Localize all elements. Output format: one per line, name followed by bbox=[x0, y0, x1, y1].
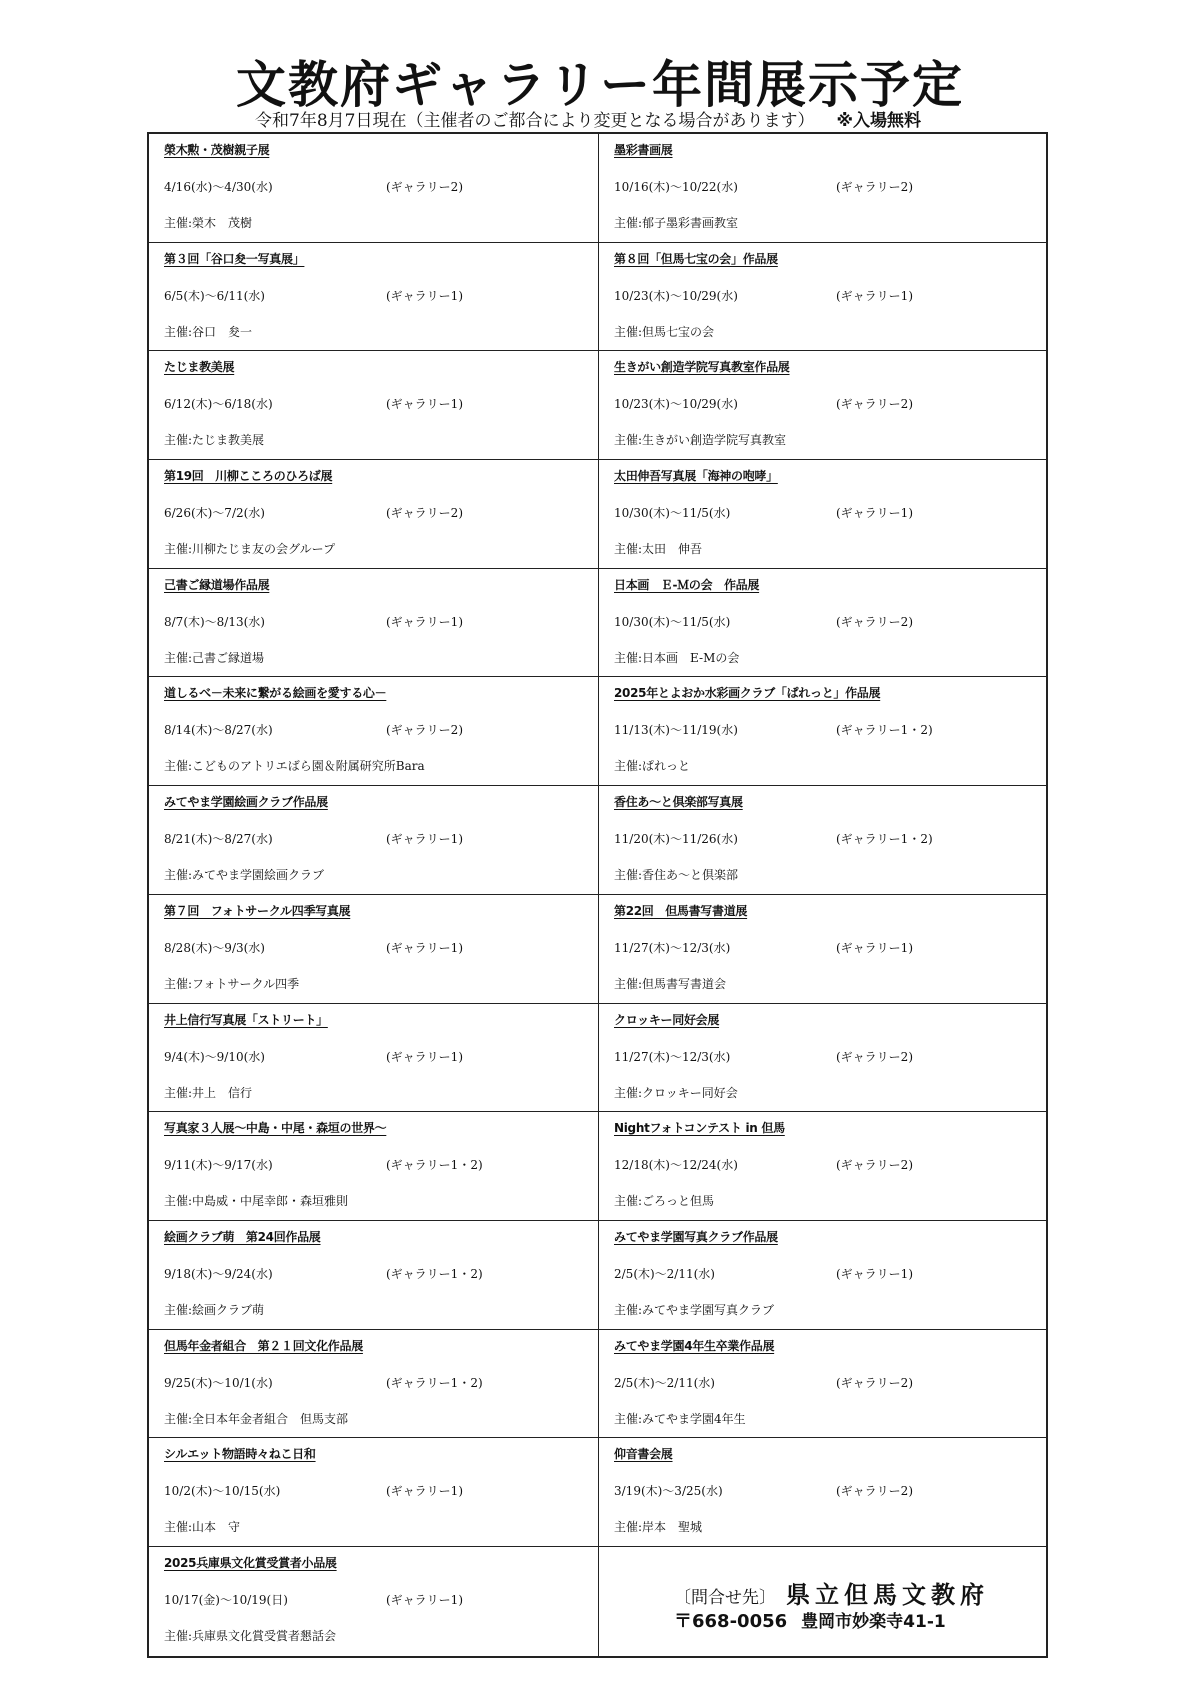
exhibition-organizer: 主催:太田 伸吾 bbox=[614, 542, 703, 557]
exhibition-schedule bbox=[614, 937, 1048, 959]
exhibition-dates: 12/18(木)～12/24(水) bbox=[614, 1158, 738, 1173]
exhibition-organizer: 主催:己書ご縁道場 bbox=[164, 650, 265, 665]
schedule-column-left bbox=[149, 134, 599, 1656]
exhibition-entry bbox=[599, 134, 1048, 243]
exhibition-title: 写真家３人展～中島・中尾・森垣の世界～ bbox=[164, 1121, 387, 1136]
exhibition-dates: 6/12(木)～6/18(水) bbox=[164, 397, 273, 412]
exhibition-title: シルエット物語時々ねこ日和 bbox=[164, 1447, 316, 1462]
exhibition-title: 榮木勲・茂樹親子展 bbox=[164, 143, 270, 157]
exhibition-schedule bbox=[164, 285, 598, 307]
exhibition-gallery: (ギャラリー1・2) bbox=[836, 832, 933, 847]
exhibition-organizer: 主催:たじま教美展 bbox=[164, 433, 265, 448]
exhibition-entry bbox=[149, 895, 598, 1004]
exhibition-entry bbox=[149, 243, 598, 352]
address-line bbox=[674, 1607, 946, 1633]
exhibition-schedule bbox=[614, 1154, 1048, 1176]
exhibition-gallery: (ギャラリー1・2) bbox=[386, 1158, 483, 1173]
exhibition-organizer: 主催:但馬七宝の会 bbox=[614, 324, 715, 339]
exhibition-title: みてやま学園写真クラブ作品展 bbox=[614, 1229, 778, 1244]
exhibition-entry bbox=[599, 895, 1048, 1004]
contact-line bbox=[674, 1575, 989, 1610]
exhibition-organizer: 主催:ごろっと但馬 bbox=[614, 1194, 715, 1209]
exhibition-title: みてやま学園4年生卒業作品展 bbox=[614, 1338, 775, 1353]
exhibition-dates: 8/14(木)～8/27(水) bbox=[164, 723, 273, 738]
exhibition-gallery: (ギャラリー2) bbox=[836, 614, 913, 629]
exhibition-schedule bbox=[614, 393, 1048, 415]
exhibition-schedule bbox=[164, 1480, 598, 1502]
exhibition-entry bbox=[599, 1438, 1048, 1547]
exhibition-entry bbox=[149, 1438, 598, 1547]
exhibition-schedule bbox=[164, 502, 598, 524]
exhibition-title: 墨彩書画展 bbox=[614, 143, 673, 157]
exhibition-dates: 11/27(木)～12/3(水) bbox=[614, 940, 731, 955]
exhibition-title: みてやま学園絵画クラブ作品展 bbox=[164, 795, 328, 810]
postal-code: 〒668-0056 bbox=[674, 1610, 788, 1632]
exhibition-dates: 11/20(木)～11/26(水) bbox=[614, 832, 738, 847]
exhibition-entry bbox=[599, 351, 1048, 460]
exhibition-dates: 11/27(木)～12/3(水) bbox=[614, 1049, 731, 1064]
exhibition-gallery: (ギャラリー2) bbox=[836, 397, 913, 412]
exhibition-entry bbox=[149, 134, 598, 243]
exhibition-dates: 9/11(木)～9/17(水) bbox=[164, 1158, 273, 1173]
exhibition-gallery: (ギャラリー1) bbox=[386, 1484, 463, 1499]
contact-info bbox=[599, 1547, 1048, 1656]
exhibition-schedule bbox=[164, 393, 598, 415]
exhibition-schedule bbox=[164, 176, 598, 198]
exhibition-entry bbox=[149, 1112, 598, 1221]
exhibition-organizer: 主催:みてやま学園4年生 bbox=[614, 1411, 746, 1426]
exhibition-gallery: (ギャラリー1) bbox=[386, 288, 463, 303]
exhibition-organizer: 主催:クロッキー同好会 bbox=[614, 1085, 738, 1100]
exhibition-dates: 10/23(木)～10/29(水) bbox=[614, 397, 738, 412]
exhibition-entry bbox=[149, 569, 598, 678]
exhibition-dates: 10/2(木)～10/15(水) bbox=[164, 1484, 281, 1499]
exhibition-dates: 10/23(木)～10/29(水) bbox=[614, 288, 738, 303]
exhibition-dates: 2/5(木)～2/11(水) bbox=[614, 1266, 715, 1281]
exhibition-gallery: (ギャラリー2) bbox=[386, 180, 463, 194]
exhibition-gallery: (ギャラリー1) bbox=[386, 832, 463, 847]
exhibition-title: 井上信行写真展「ストリート」 bbox=[164, 1012, 328, 1027]
exhibition-schedule bbox=[614, 285, 1048, 307]
exhibition-gallery: (ギャラリー1) bbox=[836, 288, 913, 303]
exhibition-schedule bbox=[614, 611, 1048, 633]
as-of-note: 令和7年8月7日現在（主催者のご都合により変更となる場合があります） bbox=[255, 111, 815, 131]
exhibition-dates: 8/21(木)～8/27(水) bbox=[164, 832, 273, 847]
exhibition-organizer: 主催:全日本年金者組合 但馬支部 bbox=[164, 1411, 349, 1426]
exhibition-entry bbox=[149, 351, 598, 460]
exhibition-schedule bbox=[614, 719, 1048, 741]
exhibition-gallery: (ギャラリー2) bbox=[386, 506, 463, 521]
exhibition-gallery: (ギャラリー1) bbox=[386, 940, 463, 955]
exhibition-organizer: 主催:みてやま学園絵画クラブ bbox=[164, 868, 325, 883]
exhibition-dates: 4/16(水)～4/30(水) bbox=[164, 180, 273, 194]
exhibition-entry bbox=[149, 460, 598, 569]
address: 豊岡市妙楽寺41-1 bbox=[801, 1611, 946, 1632]
exhibition-schedule bbox=[164, 611, 598, 633]
exhibition-schedule bbox=[164, 1589, 598, 1611]
exhibition-dates: 6/5(木)～6/11(水) bbox=[164, 288, 265, 303]
exhibition-gallery: (ギャラリー1・2) bbox=[836, 723, 933, 738]
exhibition-schedule bbox=[164, 937, 598, 959]
exhibition-organizer: 主催:こどものアトリエばら園＆附属研究所Bara bbox=[164, 759, 425, 774]
exhibition-title: 日本画 Ｅ-Ｍの会 作品展 bbox=[614, 577, 760, 592]
exhibition-dates: 9/4(木)～9/10(水) bbox=[164, 1049, 265, 1064]
exhibition-entry bbox=[149, 1004, 598, 1113]
exhibition-gallery: (ギャラリー1) bbox=[386, 1592, 463, 1607]
exhibition-entry bbox=[599, 1221, 1048, 1330]
exhibition-schedule bbox=[614, 176, 1048, 198]
exhibition-schedule bbox=[614, 1046, 1048, 1068]
exhibition-dates: 10/30(木)～11/5(水) bbox=[614, 506, 731, 521]
exhibition-title: 第19回 川柳こころのひろば展 bbox=[164, 469, 333, 484]
exhibition-entry bbox=[599, 1004, 1048, 1113]
exhibition-dates: 8/7(木)～8/13(水) bbox=[164, 614, 265, 629]
schedule-table bbox=[147, 132, 1048, 1658]
exhibition-organizer: 主催:郁子墨彩書画教室 bbox=[614, 216, 739, 230]
exhibition-organizer: 主催:絵画クラブ萌 bbox=[164, 1302, 265, 1317]
exhibition-schedule bbox=[164, 719, 598, 741]
exhibition-title: 生きがい創造学院写真教室作品展 bbox=[614, 360, 790, 375]
exhibition-schedule bbox=[164, 1263, 598, 1285]
exhibition-dates: 11/13(木)～11/19(水) bbox=[614, 723, 738, 738]
exhibition-title: 但馬年金者組合 第２１回文化作品展 bbox=[164, 1338, 363, 1353]
admission-note: ※入場無料 bbox=[836, 111, 921, 131]
exhibition-title: 2025年とよおか水彩画クラブ「ぱれっと」作品展 bbox=[614, 686, 881, 701]
exhibition-gallery: (ギャラリー1・2) bbox=[386, 1266, 483, 1281]
exhibition-title: 第７回 フォトサークル四季写真展 bbox=[164, 903, 351, 918]
exhibition-schedule bbox=[614, 1480, 1048, 1502]
exhibition-entry bbox=[599, 786, 1048, 895]
exhibition-organizer: 主催:日本画 E-Mの会 bbox=[614, 650, 740, 665]
exhibition-gallery: (ギャラリー1・2) bbox=[386, 1375, 483, 1390]
exhibition-entry bbox=[599, 243, 1048, 352]
exhibition-organizer: 主催:中島威・中尾幸郎・森垣雅則 bbox=[164, 1194, 349, 1209]
exhibition-organizer: 主催:但馬書写書道会 bbox=[614, 976, 727, 991]
exhibition-schedule bbox=[614, 1372, 1048, 1394]
exhibition-dates: 10/30(木)～11/5(水) bbox=[614, 614, 731, 629]
exhibition-entry bbox=[599, 677, 1048, 786]
exhibition-gallery: (ギャラリー1) bbox=[836, 506, 913, 521]
exhibition-title: 己書ご縁道場作品展 bbox=[164, 577, 270, 592]
exhibition-gallery: (ギャラリー2) bbox=[836, 1375, 913, 1390]
exhibition-title: 絵画クラブ萌 第24回作品展 bbox=[164, 1229, 321, 1244]
exhibition-schedule bbox=[614, 1263, 1048, 1285]
exhibition-entry bbox=[599, 460, 1048, 569]
exhibition-title: Nightフォトコンテスト in 但馬 bbox=[614, 1121, 785, 1136]
exhibition-gallery: (ギャラリー1) bbox=[386, 1049, 463, 1064]
exhibition-gallery: (ギャラリー2) bbox=[836, 1049, 913, 1064]
exhibition-title: 第22回 但馬書写書道展 bbox=[614, 903, 748, 918]
exhibition-organizer: 主催:岸本 聖城 bbox=[614, 1520, 703, 1535]
exhibition-title: 香住あ～と倶楽部写真展 bbox=[614, 795, 743, 810]
exhibition-schedule bbox=[164, 828, 598, 850]
exhibition-organizer: 主催:生きがい創造学院写真教室 bbox=[614, 433, 787, 448]
page-title: 文教府ギャラリー年間展示予定 bbox=[236, 56, 964, 114]
exhibition-title: 2025兵庫県文化賞受賞者小品展 bbox=[164, 1555, 337, 1570]
exhibition-title: 道しるべ－未来に繋がる絵画を愛する心－ bbox=[164, 686, 387, 701]
exhibition-dates: 10/16(木)～10/22(水) bbox=[614, 180, 738, 194]
exhibition-schedule bbox=[164, 1372, 598, 1394]
exhibition-entry bbox=[599, 1330, 1048, 1439]
exhibition-gallery: (ギャラリー1) bbox=[386, 614, 463, 629]
exhibition-organizer: 主催:井上 信行 bbox=[164, 1085, 253, 1100]
exhibition-title: クロッキー同好会展 bbox=[614, 1012, 720, 1027]
exhibition-organizer: 主催:みてやま学園写真クラブ bbox=[614, 1302, 775, 1317]
exhibition-dates: 9/18(木)～9/24(水) bbox=[164, 1266, 273, 1281]
exhibition-organizer: 主催:ぱれっと bbox=[614, 759, 691, 774]
exhibition-entry bbox=[149, 786, 598, 895]
exhibition-organizer: 主催:香住あ～と倶楽部 bbox=[614, 868, 739, 883]
exhibition-entry bbox=[149, 1221, 598, 1330]
exhibition-title: 太田伸吾写真展「海神の咆哮」 bbox=[614, 469, 778, 484]
exhibition-gallery: (ギャラリー2) bbox=[386, 723, 463, 738]
exhibition-entry bbox=[149, 1547, 598, 1656]
exhibition-entry bbox=[149, 1330, 598, 1439]
exhibition-dates: 10/17(金)～10/19(日) bbox=[164, 1592, 288, 1607]
exhibition-dates: 2/5(木)～2/11(水) bbox=[614, 1375, 715, 1390]
exhibition-gallery: (ギャラリー2) bbox=[836, 180, 913, 194]
exhibition-schedule bbox=[164, 1046, 598, 1068]
exhibition-entry bbox=[599, 569, 1048, 678]
exhibition-gallery: (ギャラリー1) bbox=[836, 1266, 913, 1281]
exhibition-title: 第３回「谷口夋一写真展」 bbox=[164, 251, 305, 266]
exhibition-title: たじま教美展 bbox=[164, 360, 235, 375]
exhibition-dates: 9/25(木)～10/1(水) bbox=[164, 1375, 273, 1390]
exhibition-dates: 8/28(木)～9/3(水) bbox=[164, 940, 265, 955]
exhibition-gallery: (ギャラリー2) bbox=[836, 1484, 913, 1499]
exhibition-title: 仰音書会展 bbox=[614, 1447, 673, 1462]
contact-label: 〔問合せ先〕 bbox=[674, 1587, 776, 1608]
exhibition-organizer: 主催:川柳たじま友の会グループ bbox=[164, 542, 336, 557]
exhibition-entry bbox=[599, 1112, 1048, 1221]
exhibition-organizer: 主催:山本 守 bbox=[164, 1520, 241, 1535]
exhibition-schedule bbox=[164, 1154, 598, 1176]
exhibition-title: 第８回「但馬七宝の会」作品展 bbox=[614, 251, 778, 266]
subtitle bbox=[255, 110, 921, 132]
exhibition-schedule bbox=[614, 502, 1048, 524]
contact-organization: 県立但馬文教府 bbox=[786, 1580, 989, 1609]
exhibition-schedule bbox=[614, 828, 1048, 850]
exhibition-dates: 3/19(木)～3/25(水) bbox=[614, 1484, 723, 1499]
exhibition-organizer: 主催:榮木 茂樹 bbox=[164, 216, 253, 230]
exhibition-gallery: (ギャラリー2) bbox=[836, 1158, 913, 1173]
schedule-column-right bbox=[599, 134, 1048, 1656]
exhibition-organizer: 主催:谷口 夋一 bbox=[164, 324, 253, 339]
exhibition-organizer: 主催:フォトサークル四季 bbox=[164, 976, 300, 991]
exhibition-dates: 6/26(木)～7/2(水) bbox=[164, 506, 265, 521]
exhibition-gallery: (ギャラリー1) bbox=[386, 397, 463, 412]
exhibition-gallery: (ギャラリー1) bbox=[836, 940, 913, 955]
exhibition-organizer: 主催:兵庫県文化賞受賞者懇話会 bbox=[164, 1628, 337, 1643]
exhibition-entry bbox=[149, 677, 598, 786]
